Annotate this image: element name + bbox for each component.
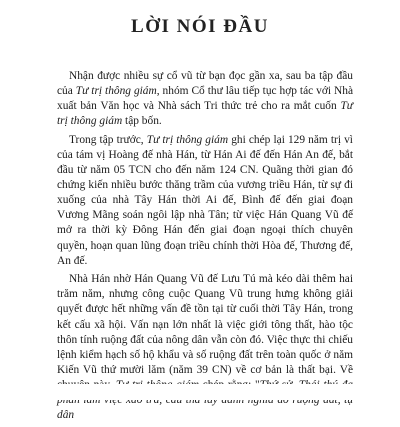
text-run: ghi chép lại 129 năm trị vì của tám vị Hoàng đế nhà Hán, từ Hán Ai đế đến Hán An đế, bắt đầu từ năm 05 TCN cho đến năm 124 CN. Quãng thời gian đó chứng kiến nhiều bước thăng trầm của vương triều Hán, từ sự đi xuống của nhà Tây Hán thời Ai đế, Bình đế đến giai đoạn Vương Mãng soán ngôi lập nhà Tân; từ việc Hán Quang Vũ đế mở ra thời kỳ Đông Hán đến giai đoạn ngoại thích chuyên quyền, hoạn quan lũng đoạn triều chính thời Hòa đế, Thương đế, An đế. <box>57 133 353 267</box>
page-title: LỜI NÓI ĐẦU <box>131 16 269 37</box>
body-text <box>57 69 353 427</box>
text-run: Nhận được nhiều sự cổ vũ từ bạn đọc gần xa, sau ba tập đầu của <box>57 70 353 98</box>
paragraph <box>57 272 353 423</box>
page-crop-edge <box>0 384 400 400</box>
italic-text: dân <box>57 409 75 422</box>
text-run: , nhóm Cổ thư lâu tiếp tục hợp tác với Nhà xuất bản Văn học và Nhà sách Tri thức trẻ cho ra mắt cuốn <box>57 85 353 113</box>
paragraph <box>57 69 353 129</box>
italic-text: Tư trị thông giám <box>146 133 229 146</box>
paragraph <box>57 133 353 269</box>
text-run: tập bốn. <box>122 115 162 128</box>
italic-text: Tư trị thông giám <box>75 85 157 98</box>
text-run: Trong tập trước, <box>69 133 147 146</box>
italic-text: Tư trị thông giám <box>57 100 353 128</box>
text-run: Nhà Hán nhờ Hán Quang Vũ đế Lưu Tú mà kéo dài thêm hai trăm năm, nhưng công cuộc Quang Vũ trung hưng không giải quyết được hết những vấn đề tồn tại từ cuối thời Tây Hán, trong kết cấu xã hội. Vấn nạn lớn nhất là việc giới tông thất, hào tộc thôn tính ruộng đất của nông dân vẫn còn đó. Việc thực thi chiếu lệnh kiểm hạch số hộ khẩu và số ruộng đất trên toàn quốc ở năm Kiến Vũ thứ mười lăm (năm 39 CN) về cơ bản là thất bại. Về <box>57 273 353 376</box>
